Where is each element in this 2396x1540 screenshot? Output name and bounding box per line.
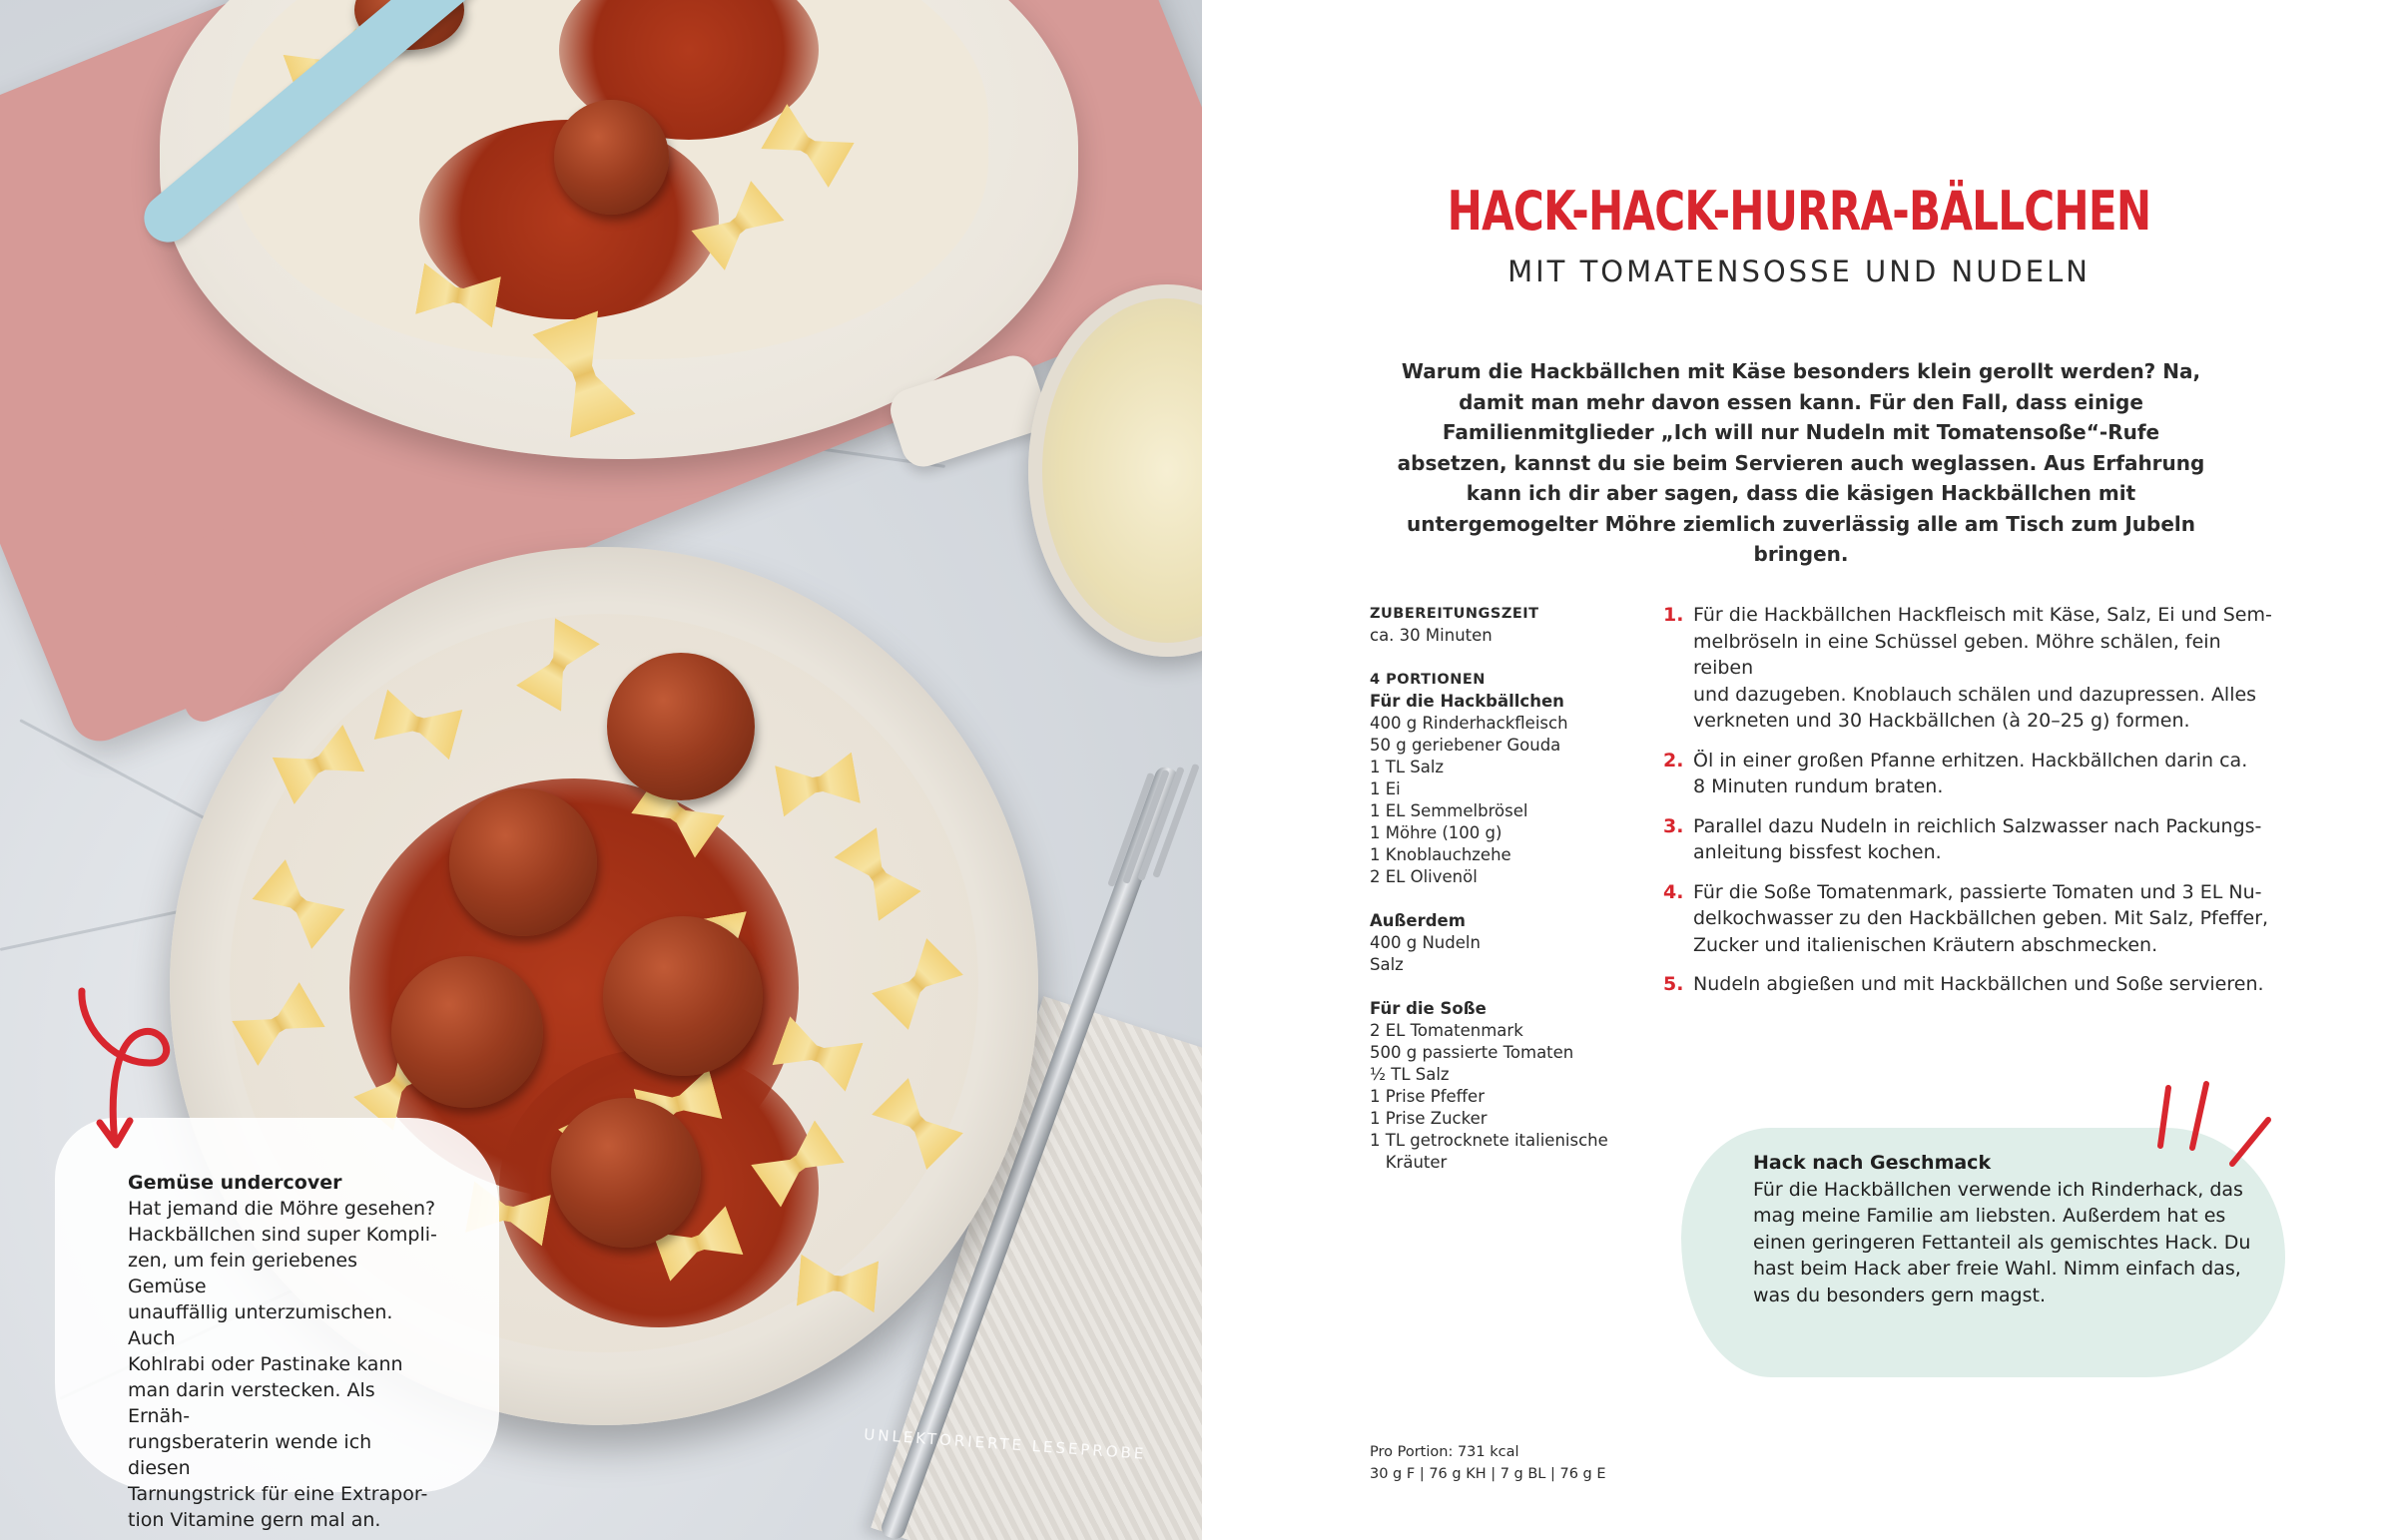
meatballs-heading: Für die Hackbällchen — [1370, 692, 1564, 711]
meatball — [607, 653, 755, 800]
recipe-title: HACK-HACK-HURRA-BÄLLCHEN — [1447, 180, 2151, 243]
recipe-page — [1202, 0, 2396, 1540]
hint-body: Für die Hackbällchen verwende ich Rinderhack, das mag meine Familie am liebsten. Außerdem hat es einen geringeren Fettanteil als gemischtes Hack. Du hast beim Hack aber freie Wahl. Nimm einfach das, was du besonders gern magst. — [1753, 1178, 2251, 1306]
step-text: Nudeln abgießen und mit Hackbällchen und Soße servieren. — [1693, 973, 2264, 995]
sauce-heading: Für die Soße — [1370, 999, 1487, 1018]
curly-arrow-icon — [70, 983, 180, 1153]
step-number: 5. — [1663, 973, 1684, 995]
ingredients-column — [1370, 603, 1629, 1196]
watermark: UNLEKTORIERTE LESEPROBE — [863, 1425, 1147, 1463]
tip-title: Gemüse undercover — [128, 1172, 342, 1194]
meatball — [603, 916, 763, 1076]
ingredient-item: Salz — [1370, 955, 1404, 974]
step-text: Öl in einer großen Pfanne erhitzen. Hackbällchen darin ca. 8 Minuten rundum braten. — [1693, 749, 2248, 797]
meatball — [551, 1098, 701, 1248]
nutrition-info — [1370, 1441, 1606, 1485]
step-text: Für die Soße Tomatenmark, passierte Tomaten und 3 EL Nu- delkochwasser zu den Hackbällchen geben. Mit Salz, Pfeffer, Zucker und italienischen Kräutern abschmecken. — [1693, 880, 2269, 956]
ingredient-item: 400 g Nudeln — [1370, 933, 1481, 952]
meatball — [391, 956, 543, 1108]
ingredient-item: 1 Knoblauchzehe — [1370, 845, 1511, 864]
ingredient-item: 400 g Rinderhackfleisch — [1370, 714, 1568, 733]
recipe-subtitle: MIT TOMATENSOSSE UND NUDELN — [1507, 255, 2091, 288]
tip-body: Hat jemand die Möhre gesehen? Hackbällchen sind super Kompli- zen, um fein geriebenes Gemüse unauffällig unterzumischen. Auch Kohlrabi oder Pastinake kann man darin verstecken. Als Ernäh- rungsberaterin wende ich diesen Tarnungstrick für eine Extrapor- tion Vitamine gern mal an. — [128, 1198, 437, 1531]
tip-text — [128, 1170, 437, 1533]
ingredient-item: 500 g passierte Tomaten — [1370, 1043, 1574, 1062]
prep-time — [1370, 603, 1629, 647]
ingredient-item: 1 Prise Zucker — [1370, 1109, 1488, 1128]
ingredient-item: 2 EL Olivenöl — [1370, 867, 1478, 886]
portions-label: 4 PORTIONEN — [1370, 672, 1486, 688]
step-text: Für die Hackbällchen Hackfleisch mit Käse, Salz, Ei und Sem- melbröseln in eine Schüssel geben. Möhre schälen, fein reiben und dazugeben. Knoblauch schälen und dazupressen. Alles verkneten und 30 Hackbällchen (à 20–25 g) formen. — [1693, 604, 2272, 732]
step-number: 1. — [1663, 604, 1684, 626]
step-number: 3. — [1663, 814, 1684, 837]
ingredient-item: 2 EL Tomatenmark — [1370, 1021, 1523, 1040]
ingredient-item: 1 Ei — [1370, 779, 1401, 798]
ingredient-item: Kräuter — [1370, 1153, 1448, 1172]
hint-title: Hack nach Geschmack — [1753, 1152, 1992, 1174]
meatball — [554, 100, 669, 215]
sauce-ingredients — [1370, 998, 1629, 1174]
step-number: 2. — [1663, 749, 1684, 771]
prep-time-label: ZUBEREITUNGSZEIT — [1370, 606, 1539, 622]
ingredient-item: 1 Prise Pfeffer — [1370, 1087, 1485, 1106]
step-item — [1663, 971, 2282, 998]
nutrition-macros: 30 g F | 76 g KH | 7 g BL | 76 g E — [1370, 1466, 1606, 1482]
ingredient-item: 1 TL Salz — [1370, 758, 1445, 776]
ingredient-item: 1 Möhre (100 g) — [1370, 823, 1502, 842]
step-item — [1663, 748, 2282, 800]
recipe-intro: Warum die Hackbällchen mit Käse besonders klein gerollt werden? Na, damit man mehr davon essen kann. Für den Fall, dass einige Familienmitglieder „Ich will nur Nudeln mit Tomatensoße“-Rufe absetzen, kannst du sie beim Servieren auch weglassen. Aus Erfahrung kann ich dir aber sagen, dass die käsigen Hackbällchen mit untergemogelter Möhre ziemlich zuverlässig alle am Tisch zum Jubeln bringen. — [1397, 359, 2205, 566]
meatball — [449, 788, 597, 936]
prep-time-value: ca. 30 Minuten — [1370, 626, 1493, 645]
step-item — [1663, 602, 2282, 735]
hint-text — [1753, 1150, 2252, 1308]
ingredient-item: 1 EL Semmelbrösel — [1370, 801, 1528, 820]
extra-heading: Außerdem — [1370, 911, 1466, 930]
instruction-steps — [1663, 602, 2282, 1011]
ingredient-item: 1 TL getrocknete italienische — [1370, 1131, 1608, 1150]
step-item — [1663, 879, 2282, 959]
ingredient-item: 50 g geriebener Gouda — [1370, 736, 1561, 755]
step-item — [1663, 813, 2282, 866]
step-number: 4. — [1663, 880, 1684, 903]
meatball-ingredients — [1370, 669, 1629, 888]
ingredient-item: ½ TL Salz — [1370, 1065, 1450, 1084]
step-text: Parallel dazu Nudeln in reichlich Salzwasser nach Packungs- anleitung bissfest kochen. — [1693, 814, 2262, 863]
nutrition-kcal: Pro Portion: 731 kcal — [1370, 1444, 1519, 1460]
extra-ingredients — [1370, 910, 1629, 976]
